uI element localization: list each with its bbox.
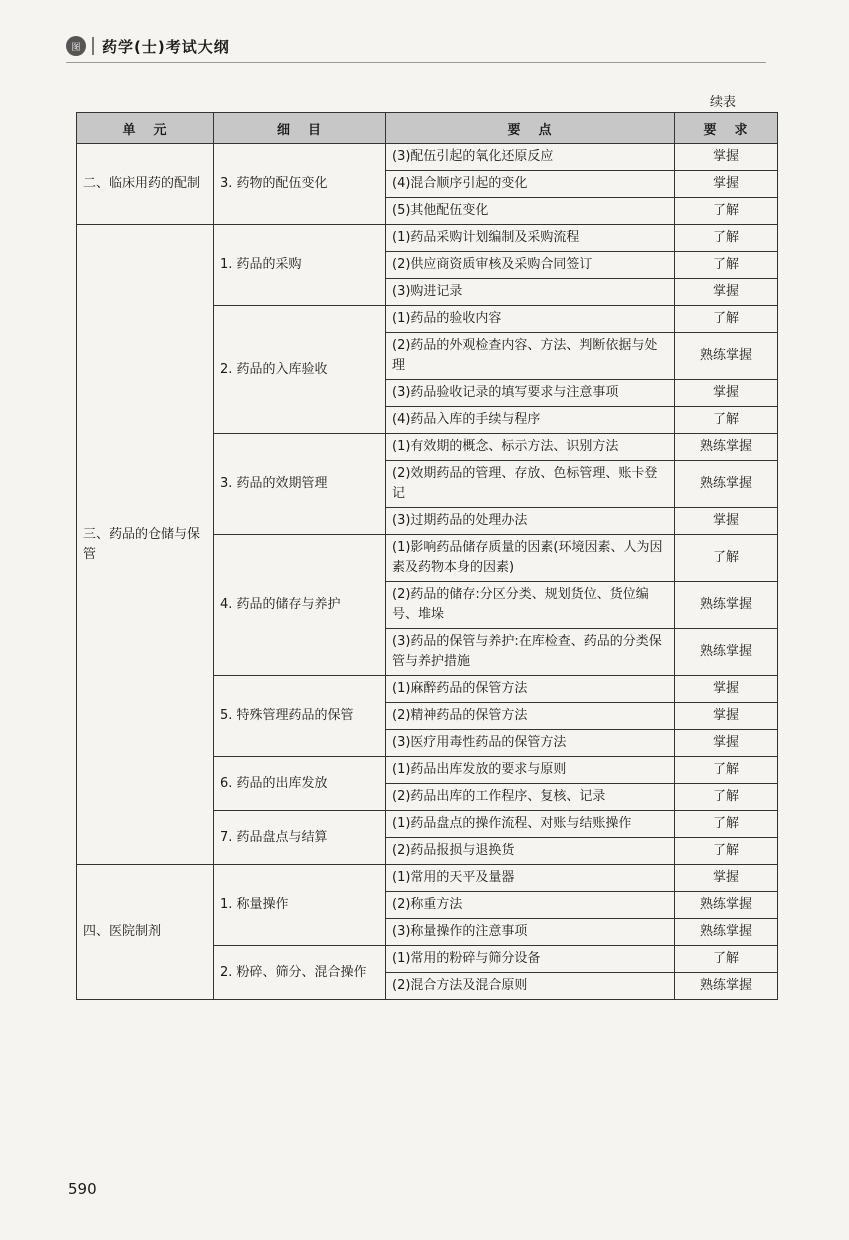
detail-cell: 2. 粉碎、筛分、混合操作 <box>214 946 386 1000</box>
point-cell: (2)供应商资质审核及采购合同签订 <box>386 252 675 279</box>
detail-cell: 1. 药品的采购 <box>214 225 386 306</box>
book-logo-icon: 图 <box>66 36 86 56</box>
point-cell: (1)药品盘点的操作流程、对账与结账操作 <box>386 811 675 838</box>
point-cell: (4)混合顺序引起的变化 <box>386 171 675 198</box>
unit-cell: 三、药品的仓储与保管 <box>77 225 214 865</box>
unit-cell: 二、临床用药的配制 <box>77 144 214 225</box>
requirement-cell: 掌握 <box>675 703 778 730</box>
requirement-cell: 熟练掌握 <box>675 333 778 380</box>
table-row <box>77 225 778 252</box>
requirement-cell: 了解 <box>675 306 778 333</box>
requirement-cell: 掌握 <box>675 144 778 171</box>
requirement-cell: 熟练掌握 <box>675 892 778 919</box>
requirement-cell: 了解 <box>675 225 778 252</box>
point-cell: (2)称重方法 <box>386 892 675 919</box>
point-cell: (4)药品入库的手续与程序 <box>386 407 675 434</box>
running-header <box>66 30 766 63</box>
point-cell: (1)药品的验收内容 <box>386 306 675 333</box>
syllabus-table <box>76 112 778 1000</box>
requirement-cell: 掌握 <box>675 676 778 703</box>
point-cell: (2)药品出库的工作程序、复核、记录 <box>386 784 675 811</box>
header-point: 要点 <box>386 113 675 144</box>
point-cell: (3)药品验收记录的填写要求与注意事项 <box>386 380 675 407</box>
detail-cell: 2. 药品的入库验收 <box>214 306 386 434</box>
point-cell: (3)药品的保管与养护:在库检查、药品的分类保管与养护措施 <box>386 629 675 676</box>
requirement-cell: 熟练掌握 <box>675 629 778 676</box>
requirement-cell: 了解 <box>675 535 778 582</box>
detail-cell: 1. 称量操作 <box>214 865 386 946</box>
point-cell: (1)影响药品储存质量的因素(环境因素、人为因素及药物本身的因素) <box>386 535 675 582</box>
unit-cell: 四、医院制剂 <box>77 865 214 1000</box>
point-cell: (2)效期药品的管理、存放、色标管理、账卡登记 <box>386 461 675 508</box>
point-cell: (3)购进记录 <box>386 279 675 306</box>
requirement-cell: 了解 <box>675 252 778 279</box>
detail-cell: 5. 特殊管理药品的保管 <box>214 676 386 757</box>
requirement-cell: 熟练掌握 <box>675 461 778 508</box>
table-row <box>77 144 778 171</box>
requirement-cell: 熟练掌握 <box>675 919 778 946</box>
point-cell: (1)有效期的概念、标示方法、识别方法 <box>386 434 675 461</box>
requirement-cell: 掌握 <box>675 171 778 198</box>
header-detail: 细目 <box>214 113 386 144</box>
point-cell: (3)称量操作的注意事项 <box>386 919 675 946</box>
header-divider <box>92 37 94 55</box>
requirement-cell: 了解 <box>675 838 778 865</box>
book-title: 药学(士)考试大纲 <box>102 37 230 56</box>
point-cell: (2)精神药品的保管方法 <box>386 703 675 730</box>
point-cell: (5)其他配伍变化 <box>386 198 675 225</box>
requirement-cell: 掌握 <box>675 730 778 757</box>
requirement-cell: 了解 <box>675 784 778 811</box>
point-cell: (2)药品的外观检查内容、方法、判断依据与处理 <box>386 333 675 380</box>
requirement-cell: 了解 <box>675 811 778 838</box>
point-cell: (1)常用的天平及量器 <box>386 865 675 892</box>
detail-cell: 4. 药品的储存与养护 <box>214 535 386 676</box>
requirement-cell: 熟练掌握 <box>675 973 778 1000</box>
requirement-cell: 熟练掌握 <box>675 434 778 461</box>
continued-label: 续表 <box>710 95 737 110</box>
requirement-cell: 掌握 <box>675 508 778 535</box>
requirement-cell: 熟练掌握 <box>675 582 778 629</box>
point-cell: (1)常用的粉碎与筛分设备 <box>386 946 675 973</box>
point-cell: (3)过期药品的处理办法 <box>386 508 675 535</box>
point-cell: (3)配伍引起的氧化还原反应 <box>386 144 675 171</box>
requirement-cell: 掌握 <box>675 380 778 407</box>
detail-cell: 6. 药品的出库发放 <box>214 757 386 811</box>
point-cell: (1)麻醉药品的保管方法 <box>386 676 675 703</box>
table-row <box>77 865 778 892</box>
detail-cell: 3. 药物的配伍变化 <box>214 144 386 225</box>
table-body <box>77 144 778 1000</box>
detail-cell: 7. 药品盘点与结算 <box>214 811 386 865</box>
requirement-cell: 了解 <box>675 757 778 784</box>
requirement-cell: 了解 <box>675 407 778 434</box>
table-header-row <box>77 113 778 144</box>
detail-cell: 3. 药品的效期管理 <box>214 434 386 535</box>
requirement-cell: 掌握 <box>675 279 778 306</box>
requirement-cell: 了解 <box>675 946 778 973</box>
requirement-cell: 掌握 <box>675 865 778 892</box>
point-cell: (3)医疗用毒性药品的保管方法 <box>386 730 675 757</box>
page-number: 590 <box>68 1180 97 1198</box>
header-unit: 单元 <box>77 113 214 144</box>
point-cell: (2)药品报损与退换货 <box>386 838 675 865</box>
requirement-cell: 了解 <box>675 198 778 225</box>
point-cell: (1)药品出库发放的要求与原则 <box>386 757 675 784</box>
point-cell: (1)药品采购计划编制及采购流程 <box>386 225 675 252</box>
header-requirement: 要求 <box>675 113 778 144</box>
point-cell: (2)混合方法及混合原则 <box>386 973 675 1000</box>
point-cell: (2)药品的储存:分区分类、规划货位、货位编号、堆垛 <box>386 582 675 629</box>
